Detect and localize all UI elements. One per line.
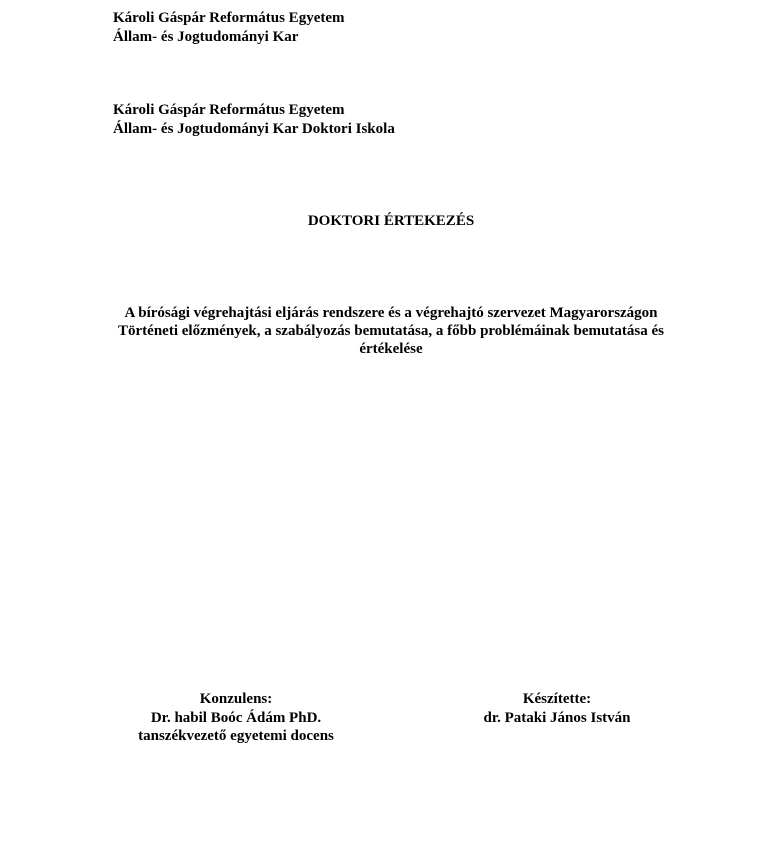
author-label: Készítette: [522,691,592,707]
advisor-block [138,690,334,746]
advisor-position: tanszékvezető egyetemi docens [138,728,334,744]
title-line-3: értékelése [359,341,423,357]
author-name: dr. Pataki János István [483,709,631,726]
author-block [484,690,631,727]
title-line-2: Történeti előzmények, a szabályozás bemutatása, a főbb problémáinak bemutatása és [118,323,664,339]
faculty-name-top: Állam- és Jogtudományi Kar [113,29,299,45]
title-line-1: A bírósági végrehajtási eljárás rendszere és a végrehajtó szervezet Magyarországon [124,305,658,321]
dissertation-title [0,304,782,358]
university-name-second: Károli Gáspár Református Egyetem [113,102,345,118]
advisor-name: Dr. habil Boóc Ádám PhD. [150,709,322,726]
university-name-top: Károli Gáspár Református Egyetem [113,10,345,26]
document-type-label: DOKTORI ÉRTEKEZÉS [307,213,475,229]
advisor-label: Konzulens: [199,691,273,707]
document-type-heading [0,212,782,230]
doctoral-school-name: Állam- és Jogtudományi Kar Doktori Iskola [113,121,395,137]
